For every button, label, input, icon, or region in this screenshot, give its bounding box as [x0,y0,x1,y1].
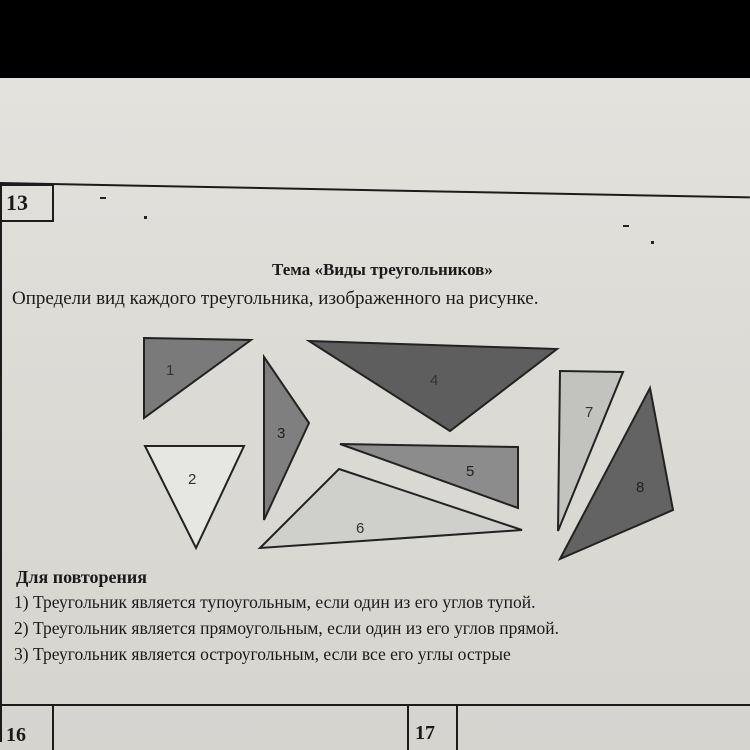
next-tasks-divider [52,704,54,750]
triangle-5-label: 5 [466,463,475,480]
next-tasks-divider [456,704,458,750]
triangle-2 [145,446,244,548]
triangle-8-label: 8 [636,479,645,496]
worksheet-page [0,78,750,750]
triangle-3 [264,357,309,520]
triangle-6-label: 6 [356,520,365,537]
triangle-3-label: 3 [277,425,286,442]
triangle-4-label: 4 [430,372,439,389]
triangle-7-label: 7 [585,404,594,421]
task-number: 13 [6,190,28,215]
review-rule-1: 1) Треугольник является тупоугольным, если один из его углов тупой. [14,592,536,612]
triangle-1-label: 1 [166,362,175,379]
next-tasks-divider [407,704,409,750]
next-task-number: 16 [6,724,26,746]
triangle-1 [144,338,251,418]
task-instruction: Определи вид каждого треугольника, изображенного на рисунке. [12,288,539,309]
triangle-2-label: 2 [188,471,197,488]
review-rule-3: 3) Треугольник является остроугольным, если все его углы острые [14,644,511,664]
review-title: Для повторения [16,567,148,587]
next-task-number: 17 [415,722,435,744]
next-tasks-border [0,704,750,706]
topic-title: Тема «Виды треугольников» [272,260,493,279]
review-rule-2: 2) Треугольник является прямоугольным, если один из его углов прямой. [14,618,559,638]
